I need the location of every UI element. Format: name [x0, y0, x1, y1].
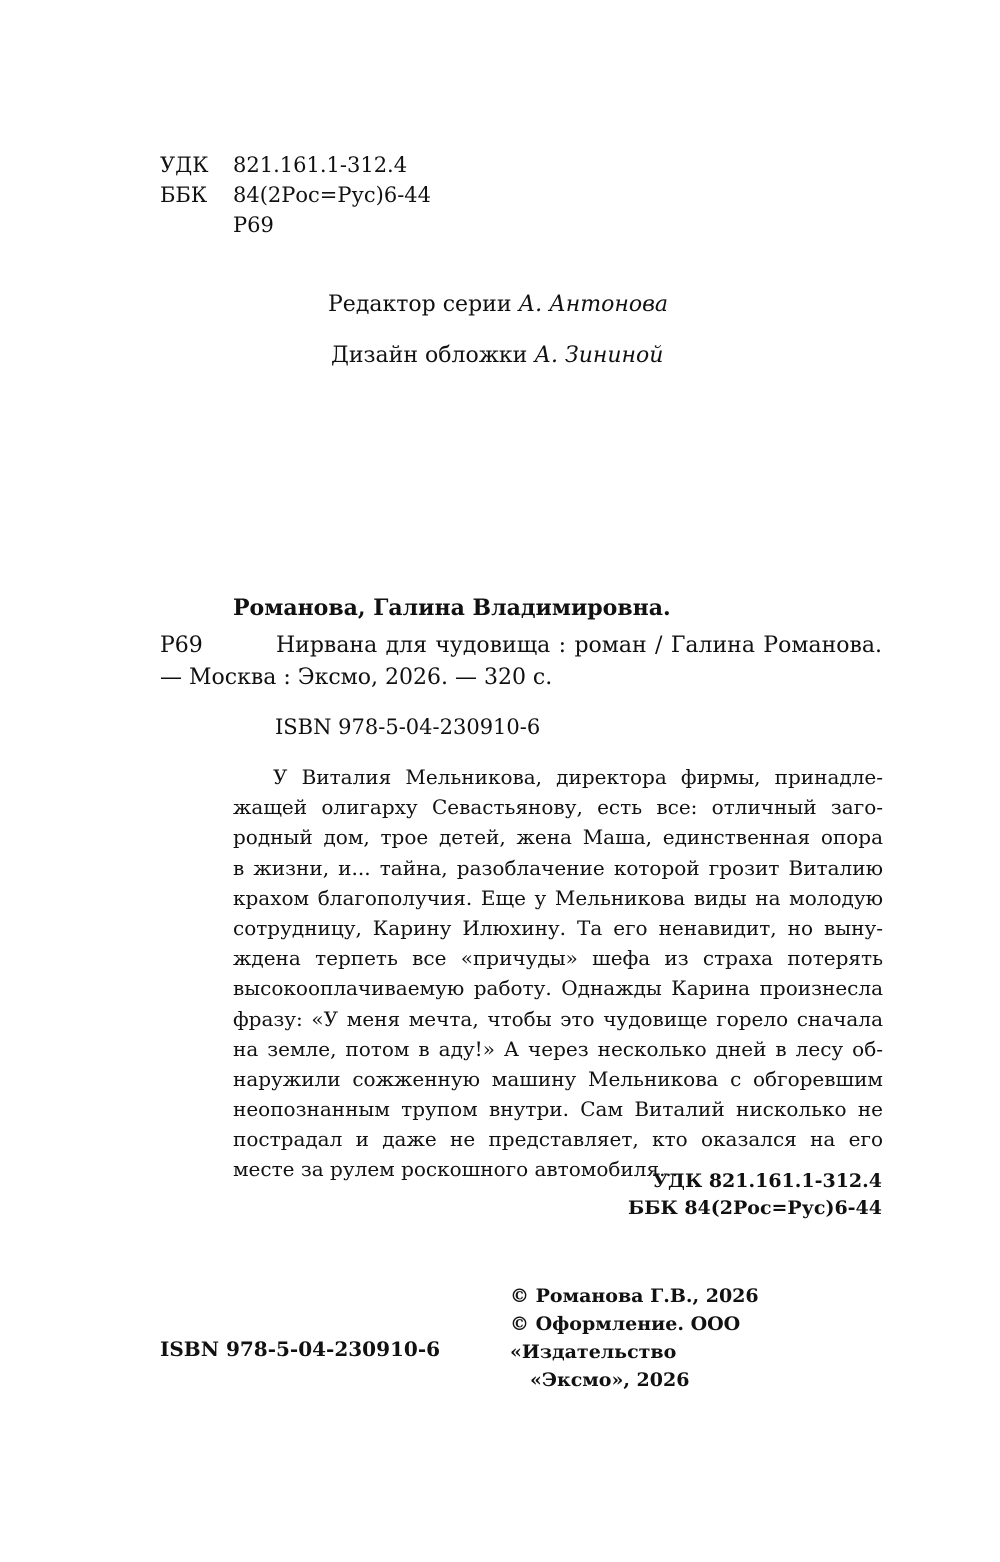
udk-value: 821.161.1-312.4 [233, 153, 408, 177]
udk-row [160, 150, 431, 180]
series-editor-label: Редактор серии [328, 292, 512, 317]
catalog-isbn: ISBN 978-5-04-230910-6 [275, 715, 541, 739]
catalog-author: Романова, Галина Владимировна. [233, 595, 671, 621]
abstract-line: неопознанным трупом внутри. Сам Виталий нисколько не [233, 1097, 883, 1122]
udk-label: УДК [160, 153, 209, 177]
abstract-line: наружили сожженную машину Мельникова с обгоревшим [233, 1066, 883, 1091]
abstract-line: ждена терпеть все «причуды» шефа из страха потерять [233, 946, 883, 971]
abstract-line: высокооплачиваемую работу. Однажды Карина произнесла [233, 976, 883, 1001]
cover-design-credit [331, 341, 663, 371]
abstract-line: месте за рулем роскошного автомобиля... [233, 1157, 679, 1182]
series-editor-credit [328, 290, 668, 320]
book-abstract [233, 762, 883, 1185]
bottom-udk: УДК 821.161.1-312.4 [652, 1170, 882, 1192]
abstract-line: в жизни, и... тайна, разоблачение которой грозит Виталию [233, 855, 883, 880]
abstract-line: на земле, потом в аду!» А через несколько дней в лесу об- [233, 1036, 883, 1061]
classification-codes [160, 150, 431, 240]
abstract-line: крахом благополучия. Еще у Мельникова виды на молодую [233, 885, 883, 910]
bbk-label: ББК [160, 183, 208, 207]
copyright-block [510, 1282, 890, 1394]
catalog-cipher: Р69 [160, 633, 203, 658]
abstract-line: родный дом, трое детей, жена Маша, единственная опора [233, 825, 883, 850]
abstract-line: пострадал и даже не представляет, кто оказался на его [233, 1127, 883, 1152]
abstract-line: У Виталия Мельникова, директора фирмы, принадле- [273, 765, 883, 789]
abstract-line: фразу: «У меня мечта, чтобы это чудовище горело сначала [233, 1006, 883, 1031]
cover-design-name: А. Зининой [534, 343, 664, 368]
catalog-description: Нирвана для чудовища : роман / Галина Романова. — Москва : Эксмо, 2026. — 320 с. [160, 633, 882, 690]
copyright-author: © Романова Г.В., 2026 [510, 1285, 759, 1307]
author-mark: Р69 [233, 213, 274, 237]
bottom-bbk: ББК 84(2Рос=Рус)6-44 [627, 1197, 882, 1219]
bottom-classification [560, 1168, 882, 1222]
bbk-row [160, 180, 431, 210]
author-mark-row [160, 210, 431, 240]
footer-isbn: ISBN 978-5-04-230910-6 [160, 1337, 441, 1361]
bbk-value: 84(2Рос=Рус)6-44 [233, 183, 432, 207]
copyright-design: © Оформление. ООО «Издательство [510, 1313, 741, 1363]
abstract-line: жащей олигарху Севастьянову, есть все: отличный заго- [233, 795, 883, 820]
copyright-design-continued: «Эксмо», 2026 [530, 1369, 690, 1391]
abstract-line: сотрудницу, Карину Илюхину. Та его ненавидит, но выну- [233, 915, 883, 940]
cover-design-label: Дизайн обложки [331, 343, 528, 368]
series-editor-name: А. Антонова [518, 292, 669, 317]
